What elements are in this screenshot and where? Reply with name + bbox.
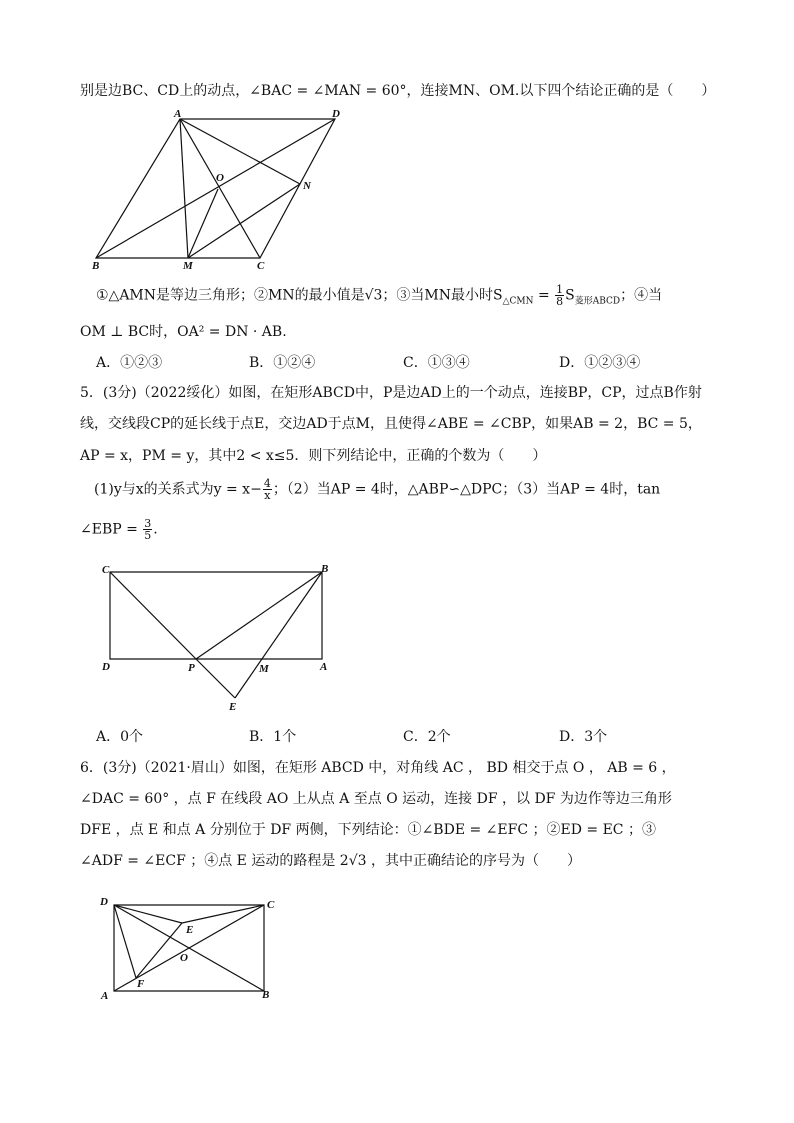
q4-label-a: A [174, 108, 182, 120]
q5-cond1-num: 4 [263, 477, 271, 490]
q5-cond2-text: ∠EBP = [80, 521, 143, 538]
q5-line-2: 线，交线段CP的延长线于点E，交边AD于点M，且使得∠ABE = ∠CBP，如果AB = 2，BC = 5， [80, 416, 702, 432]
q4-s: S [565, 287, 575, 304]
q5-option-c[interactable]: C．2个 [403, 729, 451, 745]
q5-cond2-tail: . [153, 521, 158, 538]
q4-label-m: M [183, 260, 193, 272]
q5-option-a[interactable]: A．0个 [96, 729, 144, 745]
q4-label-n: N [303, 180, 311, 192]
q5-label-c: C [102, 564, 110, 576]
q4-eq: = [533, 287, 555, 304]
q4-sub-rhombus: 菱形ABCD [574, 296, 621, 307]
q6-line-2: ∠DAC = 60° ，点 F 在线段 AO 上从点 A 至点 O 运动，连接 DF ，以 DF 为边作等边三角形 [80, 791, 672, 807]
q4-diagonal-bd [96, 119, 335, 258]
q5-cond-1 [94, 478, 660, 501]
q6-label-c: C [267, 899, 275, 911]
q6-label-f: F [137, 978, 145, 990]
q4-statements-2: OM ⊥ BC时，OA² = DN · AB. [80, 324, 287, 340]
q5-cond2-den: 5 [144, 529, 152, 542]
q5-label-d: D [102, 661, 110, 673]
q5-line-3: AP = x，PM = y，其中2 < x≤5．则下列结论中，正确的个数为（ ） [80, 448, 547, 464]
q6-segment-ec [182, 905, 264, 923]
q5-line-1: 5．(3分)（2022绥化）如图，在矩形ABCD中，P是边AD上的一个动点，连接BP，CP，过点B作射 [80, 385, 702, 401]
q4-intro: 别是边BC、CD上的动点，∠BAC = ∠MAN = 60°，连接MN、OM.以下四个结论正确的是（ ） [80, 83, 716, 99]
q4-statements-1 [96, 284, 662, 311]
q5-cond1-tail: ；（2）当AP = 4时，△ABP∽△DPC；（3）当AP = 4时，tan [272, 481, 661, 498]
q6-label-e: E [186, 924, 194, 936]
q5-label-b: B [321, 563, 329, 575]
q4-label-o: O [216, 172, 224, 184]
q5-label-p: P [188, 662, 195, 674]
q5-cond1-text: (1)y与x的关系式为y = x− [94, 481, 262, 498]
q4-segment-am [180, 119, 188, 258]
q4-tail: ；④当 [620, 287, 663, 304]
q5-label-a: A [320, 661, 328, 673]
q4-option-a[interactable]: A．①②③ [96, 355, 163, 371]
q4-sub-cmn: △CMN [502, 296, 534, 307]
q6-label-d: D [100, 896, 108, 908]
q6-line-3: DFE ，点 E 和点 A 分别位于 DF 两侧，下列结论：①∠BDE = ∠EFC ；②ED = EC ；③ [80, 822, 656, 838]
q6-line-4: ∠ADF = ∠ECF ；④点 E 运动的路程是 2√3 ，其中正确结论的序号为（ ） [80, 853, 581, 869]
q5-segment-bp [196, 572, 322, 659]
q5-segment-be [235, 572, 322, 698]
q5-cond1-den: x [264, 489, 271, 502]
q6-label-o: O [180, 952, 188, 964]
q4-option-c[interactable]: C．①③④ [403, 355, 470, 371]
q5-segment-cp [110, 572, 196, 659]
q5-label-e: E [229, 701, 237, 713]
q5-label-m: M [259, 663, 269, 675]
q5-segment-pe [196, 659, 235, 698]
q4-label-c: C [257, 260, 265, 272]
q4-option-d[interactable]: D．①②③④ [559, 355, 641, 371]
q5-cond-2 [80, 518, 158, 541]
q4-label-b: B [92, 260, 100, 272]
q4-figure [88, 106, 358, 274]
q4-fraction [555, 284, 564, 307]
q6-label-a: A [101, 990, 109, 1002]
q6-label-b: B [262, 989, 270, 1001]
q5-option-b[interactable]: B．1个 [249, 729, 297, 745]
q5-cond2-fraction [143, 518, 152, 541]
q5-option-d[interactable]: D．3个 [559, 729, 608, 745]
q6-figure [96, 890, 286, 1005]
q5-cond1-fraction [263, 478, 272, 501]
q6-segment-de [114, 905, 182, 923]
q5-rectangle [110, 572, 322, 659]
q4-label-d: D [332, 108, 340, 120]
q4-statements-text: ①△AMN是等边三角形；②MN的最小值是√3；③当MN最小时S [96, 287, 503, 304]
q4-option-b[interactable]: B．①②④ [249, 355, 316, 371]
q4-frac-den: 8 [556, 295, 564, 308]
q5-cond2-num: 3 [144, 517, 152, 530]
q5-figure [98, 560, 338, 715]
q4-frac-num: 1 [556, 283, 564, 296]
q6-line-1: 6．(3分)（2021·眉山）如图，在矩形 ABCD 中，对角线 AC ， BD 相交于点 O ， AB = 6 ， [80, 760, 676, 776]
